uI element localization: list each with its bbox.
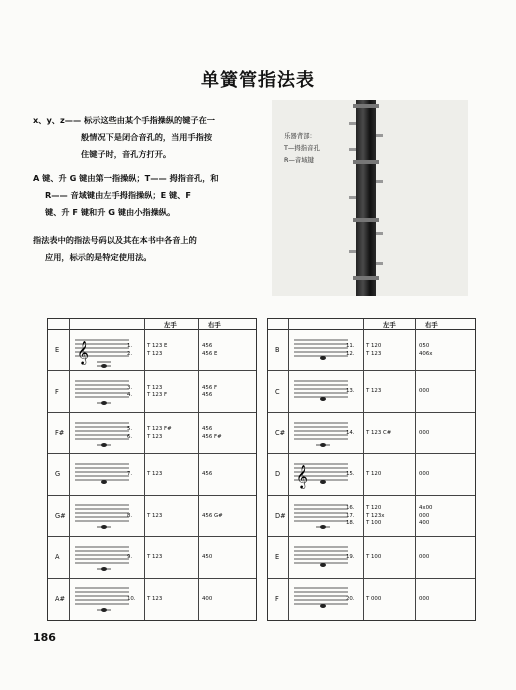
table-row — [268, 579, 475, 619]
note-name: A# — [55, 594, 66, 603]
staff-notation — [71, 458, 131, 492]
staff-notation — [71, 417, 131, 451]
fingering-number: 13. — [346, 388, 355, 395]
staff-notation — [71, 375, 131, 409]
note-name: E — [55, 346, 60, 355]
left-hand-fingering: T 123 F# T 123 — [147, 426, 172, 440]
left-hand-fingering: T 123 T 123 F — [147, 384, 168, 399]
left-hand-fingering: T 123 C# — [366, 429, 392, 436]
note-name: B — [275, 346, 280, 355]
right-hand-fingering: 456 456 E — [202, 343, 218, 357]
note-name: F — [275, 594, 279, 603]
right-hand-fingering: 456 456 F# — [202, 426, 222, 440]
intro-paragraph-3: 指法表中的指法号码以及其在本书中各音上的 应用，标示的是特定使用法。 — [33, 235, 197, 262]
staff-notation — [290, 334, 350, 368]
fingering-table-right — [267, 318, 476, 621]
left-header-left-hand: 左手 — [164, 321, 177, 329]
right-hand-fingering: 050 406x — [419, 343, 433, 357]
right-header — [268, 319, 475, 330]
note-name: A — [55, 553, 60, 562]
fingering-number: 8. — [127, 512, 133, 519]
staff-notation — [71, 499, 131, 533]
left-hand-fingering: T 000 — [366, 595, 382, 602]
right-hand-fingering: 000 — [419, 429, 430, 436]
left-header — [48, 319, 256, 330]
left-hand-fingering: T 123 — [147, 471, 163, 478]
fingering-number: 15. — [346, 471, 355, 478]
left-hand-fingering: T 120 T 123x T 100 — [366, 505, 385, 527]
staff-cell — [290, 458, 350, 496]
fingering-number: 10. — [127, 595, 136, 602]
table-row — [48, 537, 256, 578]
clarinet-image — [356, 100, 376, 296]
note-name: F — [55, 387, 59, 396]
photo-caption: 乐器背部： T—拇指音孔 R—音域键 — [284, 132, 320, 164]
staff-cell — [290, 582, 350, 620]
left-hand-fingering: T 123 — [147, 512, 163, 519]
staff-cell — [71, 334, 131, 372]
staff-cell — [71, 499, 131, 537]
table-row — [48, 413, 256, 454]
note-name: D — [275, 470, 281, 479]
fingering-number: 7. — [127, 471, 133, 478]
staff-cell — [290, 541, 350, 579]
right-hand-fingering: 456 G# — [202, 512, 223, 519]
staff-notation — [71, 582, 131, 616]
right-hand-fingering: 000 — [419, 388, 430, 395]
right-hand-fingering: 000 — [419, 471, 430, 478]
right-hand-fingering: 000 — [419, 554, 430, 561]
staff-notation — [290, 458, 350, 492]
left-hand-fingering: T 123 — [147, 554, 163, 561]
note-name: E — [275, 553, 280, 562]
left-hand-fingering: T 123 E T 123 — [147, 343, 168, 357]
svg-text:𝄞: 𝄞 — [296, 463, 308, 488]
right-hand-fingering: 400 — [202, 595, 213, 602]
staff-cell — [290, 334, 350, 372]
staff-notation — [290, 417, 350, 451]
right-hand-fingering: 450 — [202, 554, 213, 561]
left-hand-fingering: T 100 — [366, 554, 382, 561]
right-header-left-hand: 左手 — [383, 321, 396, 329]
table-row — [268, 537, 475, 578]
left-hand-fingering: T 120 — [366, 471, 382, 478]
staff-cell — [290, 417, 350, 455]
fingering-number: 19. — [346, 554, 355, 561]
right-hand-fingering: 456 — [202, 471, 213, 478]
fingering-number: 20. — [346, 595, 355, 602]
left-hand-fingering: T 123 — [366, 388, 382, 395]
note-name: C# — [275, 429, 286, 438]
fingering-number: 1. 2. — [127, 343, 133, 357]
table-row — [268, 413, 475, 454]
note-name: G — [55, 470, 61, 479]
staff-cell — [71, 458, 131, 496]
note-name: F# — [55, 429, 65, 438]
staff-notation — [290, 499, 350, 533]
staff-cell — [71, 375, 131, 413]
table-row — [268, 330, 475, 371]
intro-paragraph-1: x、y、z—— 标示这些由某个手指操纵的键子在一 般情况下是闭合音孔的，当用手指按 住键子时，音孔方打开。 — [33, 115, 215, 159]
staff-notation — [290, 541, 350, 575]
table-row — [48, 330, 256, 371]
fingering-number: 16. 17. 18. — [346, 505, 355, 527]
fingering-number: 9. — [127, 554, 133, 561]
note-name: D# — [275, 511, 286, 520]
staff-notation — [71, 334, 131, 368]
left-header-right-hand: 右手 — [208, 321, 221, 329]
fingering-number: 11. 12. — [346, 343, 355, 357]
right-header-right-hand: 右手 — [425, 321, 438, 329]
clarinet-photo — [272, 100, 468, 296]
page-title: 单簧管指法表 — [201, 70, 315, 91]
left-hand-fingering: T 123 — [147, 595, 163, 602]
table-row — [48, 371, 256, 412]
fingering-number: 14. — [346, 429, 355, 436]
page-number: 186 — [33, 631, 56, 644]
staff-cell — [290, 499, 350, 537]
right-hand-fingering: 456 F 456 — [202, 384, 218, 399]
staff-notation — [290, 582, 350, 616]
staff-notation — [290, 375, 350, 409]
svg-text:𝄞: 𝄞 — [77, 339, 89, 364]
table-row — [268, 496, 475, 537]
table-row — [268, 454, 475, 495]
note-name: G# — [55, 511, 66, 520]
staff-cell — [71, 417, 131, 455]
right-hand-fingering: 000 — [419, 595, 430, 602]
staff-cell — [290, 375, 350, 413]
right-hand-fingering: 4x00 000 400 — [419, 505, 433, 527]
fingering-number: 3. 4. — [127, 384, 133, 399]
intro-paragraph-2: A 键、升 G 键由第一指操纵；T—— 拇指音孔，和 R—— 音域键由左手拇指操纵；E 键、F 键、升 F 键和升 G 键由小指操纵。 — [33, 173, 219, 217]
table-row — [48, 454, 256, 495]
staff-cell — [71, 582, 131, 620]
staff-cell — [71, 541, 131, 579]
note-name: C — [275, 387, 280, 396]
left-hand-fingering: T 120 T 123 — [366, 343, 382, 357]
fingering-number: 5. 6. — [127, 426, 133, 440]
staff-notation — [71, 541, 131, 575]
table-row — [48, 496, 256, 537]
table-row — [48, 579, 256, 619]
fingering-table-left — [47, 318, 257, 621]
table-row — [268, 371, 475, 412]
